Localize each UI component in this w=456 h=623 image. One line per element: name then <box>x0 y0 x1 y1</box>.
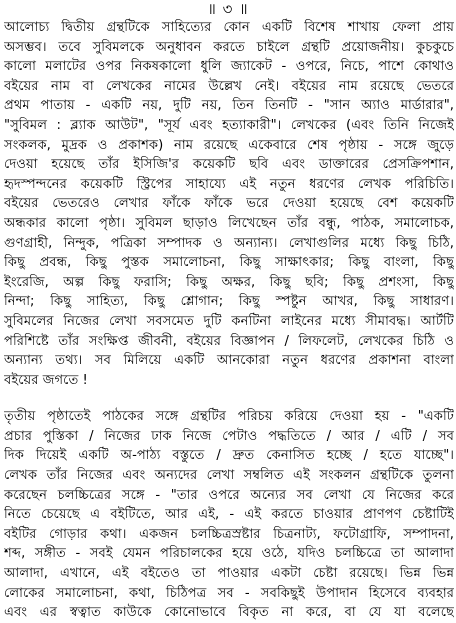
text-line: এবং এর স্বত্বাত কাউকে কোনোভাবে বিকৃত না করে, বা যে যা বলেছে <box>4 605 454 621</box>
text-line: আলোচ্য দ্বিতীয় গ্রন্থটিকে সাহিত্যের কোন একটি বিশেষ শাখায় ফেলা প্রায় <box>4 20 454 35</box>
text-line: বইটির গোড়ার কথা। একজন চলচ্চিত্রস্রষ্টার চিত্রনাট্য, ফটোগ্রাফি, সম্পাদনা, <box>4 526 454 542</box>
text-line: নিতে চেয়েছে এ বইটিতে, আর এই, - এই করতে চাওয়ার প্রাণপণ চেষ্টাটিই <box>4 507 454 523</box>
text-line: নিন্দা; কিছু সাহিত্য, কিছু শ্লোগান; কিছু স্পষ্টুন আখর, কিছু সাধারণ। <box>4 294 454 310</box>
text-line: "সুবিমল : ব্ল্যাক আউট", "সূর্য এবং হত্যাকারী"। লেখকের (এবং তিনি নিজেই <box>4 117 454 133</box>
body-text <box>4 18 454 623</box>
text-line: অসম্ভব। তবে সুবিমলকে অনুধাবন করতে চাইলে গ্রন্থটি প্রয়োজনীয়। কুচকুচে <box>4 39 454 55</box>
text-line: পরিশিষ্টে তাঁর সংক্ষিপ্ত জীবনী, বইয়ের বিজ্ঞাপন / লিফলেট, লেখকের চিঠি ও <box>4 333 454 349</box>
text-line: অন্যান্য তথ্য। সব মিলিয়ে একটি আনকোরা নতুন ধরণের প্রকাশনা বাংলা <box>4 353 454 369</box>
page-number: ॥ ৩ ॥ <box>207 0 249 18</box>
text-line: হৃদস্পন্দনের কয়েকটি স্ট্রিপের সাহায্যে এই নতুন ধরণের লেখক পরিচিতি। <box>4 176 454 192</box>
paragraph-gap <box>4 390 454 407</box>
text-line: কিছু প্রবন্ধ, কিছু পুস্তক সমালোচনা, কিছু সাক্ষাৎকার; কিছু বাংলা, কিছু <box>4 255 454 271</box>
text-line: ইংরেজি, অল্প কিছু ফরাসি; কিছু অক্ষর, কিছু ছবি; কিছু প্রশংসা, কিছু <box>4 274 454 290</box>
text-line: শব্দ, সঙ্গীত - সবই যেমন পরিচালকের হয়ে ওঠে, যদিও চলচ্চিত্রে তা আলাদা <box>4 546 454 562</box>
text-line: বইয়ের জগতে ! <box>4 372 88 388</box>
paragraph-2 <box>4 407 454 623</box>
text-line: বইয়ের ভেতরেও লেখার ফাঁকে ফাঁকে ভরে দেওয়া হয়েছে বেশ কয়েকটি <box>4 196 454 212</box>
text-line: আলাদা, এখানে, এই বইতেও তা পাওয়ার একটা চেষ্টা রয়েছে। ভিন্ন ভিন্ন <box>4 566 454 582</box>
text-line: গুণগ্রাহী, নিন্দুক, পত্রিকা সম্পাদক ও অন্যান্য। লেখাগুলির মধ্যে কিছু চিঠি, <box>4 235 454 251</box>
text-line: দেওয়া হয়েছে তাঁর ইসিজি'র কয়েকটি ছবি এবং ডাক্তারের প্রেসক্রিপশান, <box>4 157 454 173</box>
text-line: সুবিমলের নিজের লেখা সবসমেত দুটি কনটিনা লাইনের মধ্যে সীমাবদ্ধ। আর্টটি <box>4 313 454 329</box>
text-line: অন্ধকার কালো পৃষ্ঠা। সুবিমল ছাড়াও লিখেছেন তাঁর বন্ধু, পাঠক, সমালোচক, <box>4 215 454 231</box>
text-line: করেছেন চলচ্চিত্রের সঙ্গে - "তার ওপরে অন্যের সব লেখা যে নিজের করে <box>4 487 454 503</box>
text-line: কালো মলাটের ওপর নিকষকালো ধুলি জ্যাকেট - ওপরে, নিচে, পাশে কোথাও <box>4 59 454 75</box>
text-line: বইয়ের নাম বা লেখকের নামের উল্লেখ নেই। বইয়ের নাম রয়েছে ভেতরে <box>4 78 454 94</box>
text-line: লোকের সমালোচনা, কথা, চিঠিপত্র সব - সবকিছুই উপাদান হিসেবে ব্যবহার <box>4 585 454 601</box>
text-line: তৃতীয় পৃষ্ঠাতেই পাঠকের সঙ্গে গ্রন্থটির পরিচয় করিয়ে দেওয়া হয় - "একটি <box>4 409 454 425</box>
text-line: দিক দিয়েই একটি অ-পাঠ্য বস্তুতে / দ্রুত কেনাসিত হচ্ছে / হতে যাচ্ছে"। <box>4 448 454 464</box>
text-line: প্রচার পুস্তিকা / নিজের ঢাক নিজে পেটাও পদ্ধতিতে / আর / এটি / সব <box>4 428 454 444</box>
paragraph-1 <box>4 18 454 390</box>
text-line: সংকলক, মুদ্রক ও প্রকাশক) নাম রয়েছে একেবারে শেষ পৃষ্ঠায় - সঙ্গে জুড়ে <box>4 137 454 153</box>
text-line: লেখক তাঁর নিজের এবং অন্যদের লেখা সম্বলিত এই সংকলন গ্রন্থটিকে তুলনা <box>4 468 454 484</box>
text-line: প্রথম পাতায় - একটি নয়, দুটি নয়, তিন তিনটি - "সান অ্যাও মার্ডারার", <box>4 98 454 114</box>
